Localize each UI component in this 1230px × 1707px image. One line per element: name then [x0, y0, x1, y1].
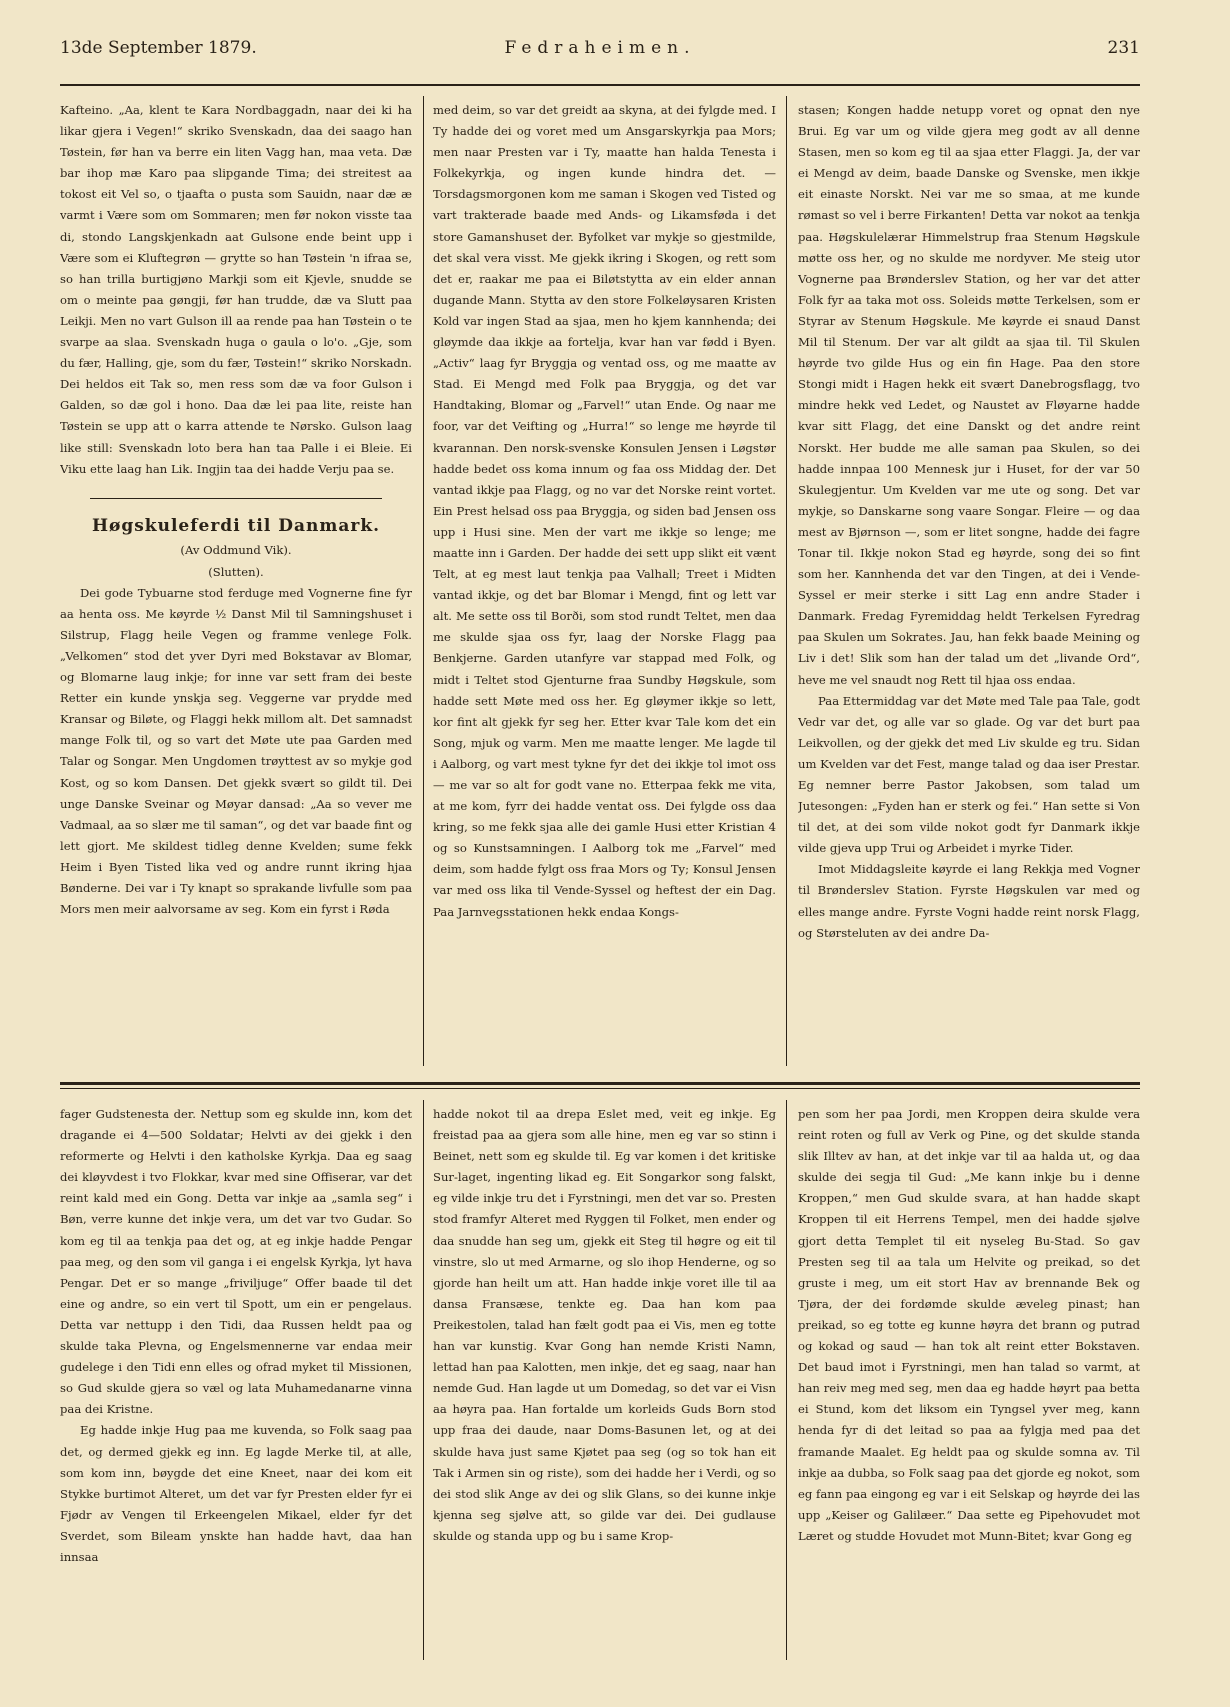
issue-date: 13de September 1879.: [60, 38, 257, 58]
story-ending: Kafteino. „Aa, klent te Kara Nordbaggadn, naar dei ki ha likar gjera i Vegen!“ skriko Svenskadn, daa dei saago han Tøstein, før han va berre ein liten Vagg han, maa veta. Dæ bar ihop mæ Karo paa slipgande Tima; dei streitest aa tokost eit Vel so, o tjaafta o pusta som Sauidn, naar dæ æ varmt i Være som om Sommaren; men før nokon visste taa di, stondo Langskjenkadn aat Gulsone ende beint upp i Være som ei Kluftegrøn — grytte so han Tøstein 'n ifraa se, so han trilla burtigjøno Markji som eit Kjevle, snudde se om o meinte paa gøngji, før han trudde, dæ va Slutt paa Leikji. Men no vart Gulson ill aa rende paa han Tøstein o te svarpe aa slaa. Svenskadn huga o gaula o lo'o. „Gje, som du fær, Halling, gje, som du fær, Tøstein!“ skriko Norskadn. Dei heldos eit Tak so, men ress som dæ va foor Gulson i Galden, so dæ gol i hono. Daa dæ lei paa lite, reiste han Tøstein se upp att o karra attende te Nørsko. Gulson laag like still: Svenskadn loto bera han taa Palle i ei Bleie. Ei Viku ette laag han Lik. Ingjin taa dei hadde Verju paa se.: [60, 103, 412, 476]
article-byline: (Av Oddmund Vik).: [180, 542, 292, 557]
column-divider: [786, 1100, 787, 1660]
top-column-1: [60, 100, 412, 1070]
article-paragraph: hadde nokot til aa drepa Eslet med, veit eg inkje. Eg freistad paa aa gjera som alle hine, men eg var so stinn i Beinet, nett som eg skulde til. Eg var komen i det kritiske Sur-laget, ingenting likad eg. Eit Songarkor song falskt, eg vilde inkje tru det i Fyrstningi, men det var so. Presten stod framfyr Alteret med Ryggen til Folket, men ender og daa snudde han seg um, gjekk eit Steg til høgre og eit til vinstre, slo ut med Armarne, og slo ihop Henderne, og so gjorde han heilt um att. Han hadde inkje voret ille til aa dansa Fransæse, tenkte eg. Daa han kom paa Preikestolen, talad han fælt godt paa ei Vis, men eg totte han var kunstig. Kvar Gong han nemde Kristi Namn, lettad han paa Kalotten, men inkje, det eg saag, naar han nemde Gud. Han lagde ut um Domedag, so det var ei Visn aa høyra paa. Han fortalde um korleids Guds Born stod upp fraa dei daude, naar Doms-Basunen let, og at dei skulde hava just same Kjøtet paa seg (og so tok han eit Tak i Armen sin og riste), som dei hadde her i Verdi, og so dei stod slik Ange av dei og slik Glans, so dei kunne inkje kjenna seg sjølve att, so gilde var dei. Dei gudlause skulde og standa upp og bu i same Krop-: [433, 1107, 776, 1543]
section-rule: [60, 1082, 1140, 1085]
column-divider: [423, 96, 424, 1066]
bottom-column-2: [433, 1104, 776, 1669]
article-paragraph: Paa Ettermiddag var det Møte med Tale paa Tale, godt Vedr var det, og alle var so glade. Og var det burt paa Leikvollen, og der gjekk det med Liv skulde eg tru. Sidan um Kvelden var det Fest, mange talad og daa iser Prestar. Eg nemner berre Pastor Jakobsen, som talad um Jutesongen: „Fyden han er sterk og fei.“ Han sette si Von til det, at dei som vilde nokot godt fyr Danmark ikkje vilde gjeva upp Trui og Arbeidet i myrke Tider.: [798, 693, 1140, 856]
article-paragraph: stasen; Kongen hadde netupp voret og opnat den nye Brui. Eg var um og vilde gjera meg godt av all denne Stasen, men so kom eg til aa sjaa etter Flaggi. Ja, der var ei Mengd av deim, baade Danske og Svenske, men ikkje eit einaste Norskt. Nei var me so smaa, at me kunde rømast so vel i berre Firkanten! Detta var nokot aa tenkja paa. Høgskulelærar Himmelstrup fraa Stenum Høgskule møtte oss her, og no skulde me nordyver. Me steig utor Vognerne paa Brønderslev Station, og her var det atter Folk fyr aa taka mot oss. Soleids møtte Terkelsen, som er Styrar av Stenum Høgskule. Me køyrde ei snaud Danst Mil til Stenum. Der var alt gildt aa sjaa til. Til Skulen høyrde tvo gilde Hus og ein fin Hage. Paa den store Stongi midt i Hagen hekk eit svært Danebrogsflagg, tvo mindre hekk ved Ledet, og Naustet av Fløyarne hadde kvar sitt Flagg, det eine Danskt og det andre reint Norskt. Her budde me alle saman paa Skulen, so dei hadde innpaa 100 Mennesk jur i Huset, for der var 50 Skulegjentur. Um Kvelden var me ute og song. Det var mykje, so Danskarne song vaare Songar. Fleire — og daa mest av Bjørnson —, som er litet songne, hadde dei fagre Tonar til. Ikkje nokon Stad eg høyrde, song dei so fint som her. Kannhenda det var den Tingen, at dei i Vende-Syssel er meir sterke i sitt Lag enn andre Stader i Danmark. Fredag Fyremiddag heldt Terkelsen Fyredrag paa Skulen um Sokrates. Jau, han fekk baade Meining og Liv i det! Slik som han der talad um det „livande Ord“, heve me vel snaudt nog Rett til hjaa oss endaa.: [798, 103, 1140, 687]
article-paragraph: pen som her paa Jordi, men Kroppen deira skulde vera reint roten og full av Verk og Pine, og det skulde standa slik Illtev av han, at det inkje var til aa halda ut, og daa skulde dei segja til Gud: „Me kann inkje bu i denne Kroppen,“ men Gud skulde svara, at han hadde skapt Kroppen til eit Herrens Tempel, men dei hadde sjølve gjort detta Templet til eit nyseleg Bu-Stad. So gav Presten seg til aa tala um Helvite og preikad, so det gruste i meg, um eit stort Hav av brennande Bek og Tjøra, der dei fordømde skulde æveleg pinast; han preikad, so eg totte eg kunne høyra det brann og putrad og kokad og saud — han tok alt reint etter Bokstaven. Det baud imot i Fyrstningi, men han talad so varmt, at han reiv meg med seg, men daa eg hadde høyrt paa betta ei Stund, kom det liksom ein Tyngsel yver meg, kann henda fyr di det leitad so paa aa fylgja med paa det framande Maalet. Eg heldt paa og skulde somna av. Til inkje aa dubba, so Folk saag paa det gjorde eg nokot, som eg fann paa eingong eg var i eit Selskap og høyrde dei las upp „Keiser og Galilæer.“ Daa sette eg Pipehovudet mot Læret og studde Hovudet mot Munn-Bitet; kvar Gong eg: [798, 1107, 1140, 1543]
article-paragraph: Eg hadde inkje Hug paa me kuvenda, so Folk saag paa det, og dermed gjekk eg inn. Eg lagde Merke til, at alle, som kom inn, bøygde det eine Kneet, naar dei kom eit Stykke burtimot Alteret, um det var fyr Presten elder fyr ei Fjødr av Vengen til Erkeengelen Mikael, elder fyr det Sverdet, som Bileam ynskte han hadde havt, daa han innsaa: [60, 1423, 412, 1564]
column-divider: [423, 1100, 424, 1660]
top-column-3: [798, 100, 1140, 1070]
header-rule: [60, 84, 1140, 86]
bottom-column-3: [798, 1104, 1140, 1669]
article-note: (Slutten).: [208, 564, 264, 579]
page-number: 231: [1107, 38, 1140, 58]
article-separator: [90, 498, 382, 499]
article-paragraph: Imot Middagsleite køyrde ei lang Rekkja med Vogner til Brønderslev Station. Fyrste Høgskulen var med og elles mange andre. Fyrste Vogni hadde reint norsk Flagg, og Størsteluten av dei andre Da-: [798, 862, 1140, 940]
column-divider: [786, 96, 787, 1066]
section-rule-thin: [60, 1088, 1140, 1089]
article-paragraph: fager Gudstenesta der. Nettup som eg skulde inn, kom det dragande ei 4—500 Soldatar; Helvti av dei gjekk i den reformerte og Helvti i den katholske Kyrkja. Daa eg saag dei kløyvdest i tvo Flokkar, kvar med sine Offiserar, var det reint kald med ein Gong. Detta var inkje aa „samla seg“ i Bøn, verre kunne det inkje vera, um det var tvo Gudar. So kom eg til aa tenkja paa det og, at eg inkje hadde Pengar paa meg, og den som vil ganga i ei engelsk Kyrkja, lyt hava Pengar. Det er so mange „friviljuge“ Offer baade til det eine og andre, so ein vert til Spott, um ein er pengelaus. Detta var nettupp i den Tidi, daa Russen heldt paa og skulde taka Plevna, og Engelsmennerne var endaa meir gudelege i den Tidi enn elles og ofrad myket til Missionen, so Gud skulde gjera so væl og lata Muhamedanarne vinna paa dei Kristne.: [60, 1107, 412, 1417]
top-column-2: [433, 100, 776, 1070]
bottom-column-1: [60, 1104, 412, 1669]
article-paragraph: med deim, so var det greidt aa skyna, at dei fylgde med. I Ty hadde dei og voret med um Ansgarskyrkja paa Mors; men naar Presten var i Ty, maatte han halda Tenesta i Folkekyrkja, og ingen kunde hindra det. — Torsdagsmorgonen kom me saman i Skogen ved Tisted og vart trakterade baade med Ands- og Likamsføda i det store Gamanshuset der. Byfolket var mykje so gjestmilde, det skal vera visst. Me gjekk ikring i Skogen, og rett som det er, raakar me paa ei Biløtstytta av ein elder annan dugande Mann. Stytta av den store Folkeløysaren Kristen Kold var ingen Stad aa sjaa, men ho kjem kannhenda; dei gløymde daa ikkje aa fortelja, kvar han var fødd i Byen. „Activ“ laag fyr Bryggja og ventad oss, og me maatte av Stad. Ei Mengd med Folk paa Bryggja, og det var Handtaking, Blomar og „Farvel!“ utan Ende. Og naar me foor, var det Veifting og „Hurra!“ so lenge me høyrde til kvarannan. Den norsk-svenske Konsulen Jensen i Løgstør hadde bedet oss koma innum og faa oss Middag der. Det vantad ikkje paa Flagg, og no var det Norske reint vortet. Ein Prest helsad oss paa Bryggja, og siden bad Jensen oss upp i Husi sine. Men der vart me ikkje so lenge; me maatte inn i Garden. Der hadde dei sett upp slikt eit vænt Telt, at eg mest laut tenkja paa Valhall; Treet i Midten vantad ikkje, og det bar Blomar i Mengd, fint og lett var alt. Me sette oss til Borði, som stod rundt Teltet, men daa me skulde sjaa oss fyr, laag der Norske Flagg paa Benkjerne. Garden utanfyre var stappad med Folk, og midt i Teltet stod Gjenturne fraa Sundby Høgskule, som hadde sett Møte med oss her. Eg gløymer ikkje so lett, kor fint alt gjekk fyr seg her. Etter kvar Tale kom det ein Song, mjuk og varm. Men me maatte lenger. Me lagde til i Aalborg, og vart mest tykne fyr det dei ikkje tol imot oss — me var so alt for godt vane no. Etterpaa fekk me vita, at me kom, fyrr dei hadde ventat oss. Dei fylgde oss daa kring, so me fekk sjaa alle dei gamle Husi etter Kristian 4 og so Kunstsamningen. I Aalborg tok me „Farvel“ med deim, som hadde fylgt oss fraa Mors og Ty; Konsul Jensen var med oss lika til Vende-Syssel og heftest der ein Dag. Paa Jarnvegsstationen hekk endaa Kongs-: [433, 103, 776, 919]
article-title: Høgskuleferdi til Danmark.: [91, 515, 381, 536]
masthead: Fedraheimen.: [504, 38, 696, 58]
running-header: [60, 38, 1140, 68]
article-paragraph: Dei gode Tybuarne stod ferduge med Vognerne fine fyr aa henta oss. Me køyrde ½ Danst Mil til Samningshuset i Silstrup, Flagg heile Vegen og framme venlege Folk. „Velkomen“ stod det yver Dyri med Bokstavar av Blomar, og Blomarne laug inkje; for inne var sett fram dei beste Retter ein kunde ynskja seg. Veggerne var prydde med Kransar og Biløte, og Flaggi hekk millom alt. Det samnadst mange Folk til, og so vart det Møte ute paa Garden med Talar og Songar. Men Ungdomen trøyttest av so mykje god Kost, og so kom Dansen. Det gjekk svært so gildt til. Dei unge Danske Sveinar og Møyar dansad: „Aa so vever me Vadmaal, aa so slær me til saman“, og det var baade fint og lett gjort. Me skildest tidleg denne Kvelden; sume fekk Heim i Byen Tisted lika ved og andre runnt ikring hjaa Bønderne. Dei var i Ty knapt so sprakande livfulle som paa Mors men meir aalvorsame av seg. Kom ein fyrst i Røda: [60, 585, 412, 917]
